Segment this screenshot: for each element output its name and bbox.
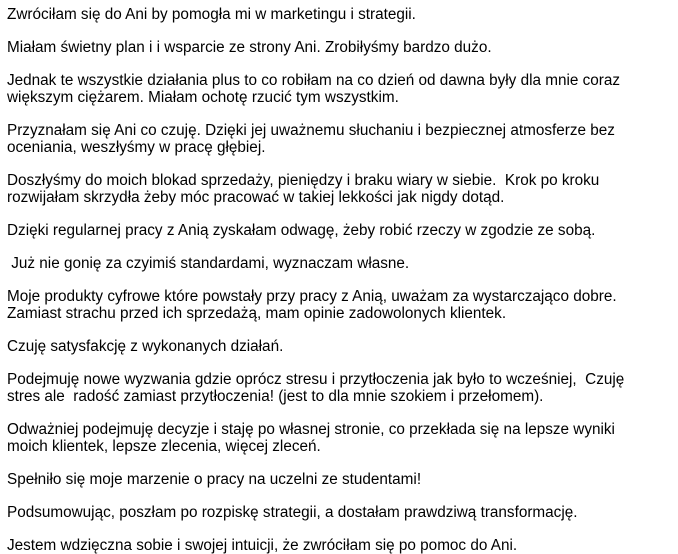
paragraph-4: Przyznałam się Ani co czuję. Dzięki jej uważnemu słuchaniu i bezpiecznej atmosferze bez oceniania, weszłyśmy w pracę głębiej. — [7, 122, 615, 156]
paragraph-11: Odważniej podejmuję decyzje i staję po własnej stronie, co przekłada się na lepsze wyniki moich klientek, lepsze zlecenia, więcej zleceń. — [7, 421, 615, 455]
paragraph-13: Podsumowując, poszłam po rozpiskę strategii, a dostałam prawdziwą transformację. — [7, 504, 578, 521]
paragraph-3: Jednak te wszystkie działania plus to co robiłam na co dzień od dawna były dla mnie coraz większym ciężarem. Miałam ochotę rzucić tym wszystkim. — [7, 72, 621, 106]
paragraph-9: Czuję satysfakcję z wykonanych działań. — [7, 338, 284, 355]
paragraph-6: Dzięki regularnej pracy z Anią zyskałam odwagę, żeby robić rzeczy w zgodzie ze sobą. — [7, 222, 596, 239]
paragraph-1: Zwróciłam się do Ani by pomogła mi w marketingu i strategii. — [7, 6, 416, 23]
paragraph-7: Już nie gonię za czyimiś standardami, wyznaczam własne. — [7, 255, 410, 272]
paragraph-12: Spełniło się moje marzenie o pracy na uczelni ze studentami! — [7, 471, 422, 488]
paragraph-8: Moje produkty cyfrowe które powstały przy pracy z Anią, uważam za wystarczająco dobre. Zamiast strachu przed ich sprzedażą, mam opinie zadowolonych klientek. — [7, 288, 617, 322]
paragraph-10: Podejmuję nowe wyzwania gdzie oprócz stresu i przytłoczenia jak było to wcześniej, Czuję stres ale radość zamiast przytłoczenia! (jest to dla mnie szokiem i przełomem). — [7, 371, 625, 405]
paragraph-2: Miałam świetny plan i i wsparcie ze strony Ani. Zrobiłyśmy bardzo dużo. — [7, 39, 492, 56]
paragraph-14: Jestem wdzięczna sobie i swojej intuicji, że zwróciłam się po pomoc do Ani. — [7, 537, 518, 554]
paragraph-5: Doszłyśmy do moich blokad sprzedaży, pieniędzy i braku wiary w siebie. Krok po kroku rozwijałam skrzydła żeby móc pracować w takiej lekkości jak nigdy dotąd. — [7, 172, 600, 206]
